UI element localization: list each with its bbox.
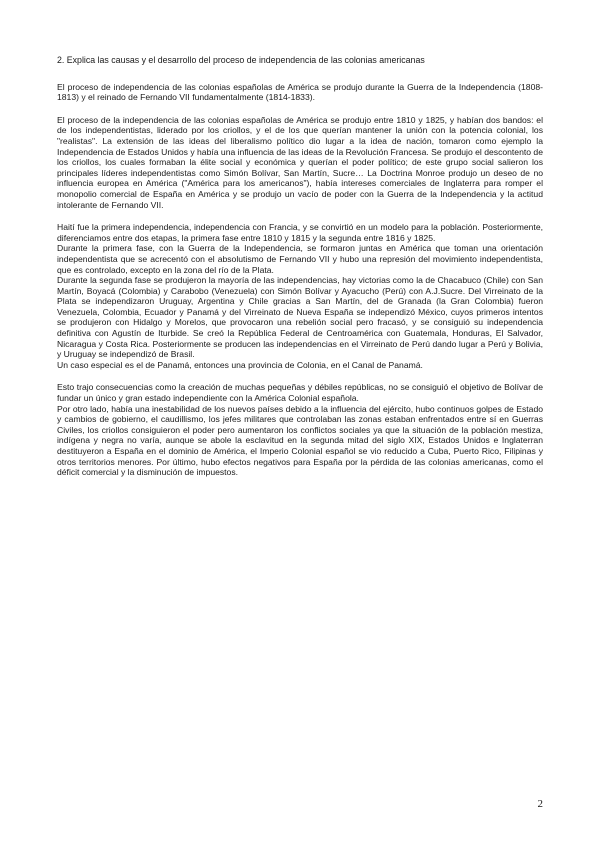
- section-consequences: [57, 382, 543, 477]
- paragraph: Haití fue la primera independencia, independencia con Francia, y se convirtió en un modelo para la población. Posteriormente, diferenciamos entre dos etapas, la primera fase entre 1810 y 1815 y la segunda entre 1816 y 1825.: [57, 222, 543, 243]
- page-number: 2: [537, 798, 543, 810]
- question-heading: 2. Explica las causas y el desarrollo del proceso de independencia de las colonias americanas: [57, 55, 425, 65]
- section-development: [57, 222, 543, 370]
- paragraph: Por otro lado, había una inestabilidad de los nuevos países debido a la influencia del ejército, hubo continuos golpes de Estado y cambios de gobierno, el caudillismo, los jefes militares que controlaban las zonas estaban enfrentados entre sí en Guerras Civiles, los criollos consiguieron el poder pero aumentaron los conflictos sociales ya que la situación de la población mestiza, indígena y negra no varía, aunque se abole la esclavitud en la segunda mitad del siglo XIX, Estados Unidos e Inglaterran destituyeron a España en el dominio de América, el Imperio Colonial español se vio reducido a Cuba, Puerto Rico, Filipinas y otros territorios menores. Por último, hubo efectos negativos para España por la pérdida de las colonias americanas, como el déficit comercial y la disminución de impuestos.: [57, 403, 543, 478]
- paragraph: El proceso de la independencia de las colonias españolas de América se produjo entre 1810 y 1825, y habían dos bandos: el de los independentistas, liderado por los criollos, y el de los que querían mantener la unión con la potencia colonial, los "realistas". La extensión de las ideas del liberalismo político dio lugar a la idea de nación, tomaron como ejemplo la Independencia de Estados Unidos y había una influencia de las ideas de la Revolución Francesa. Se produjo el descontento de los criollos, los cuales formaban la élite social y económica y querían el poder político; de este grupo social salieron los principales líderes independentistas como Simón Bolívar, San Martín, Sucre… La Doctrina Monroe produjo un deseo de no influencia europea en América ("América para los americanos"), había intereses comerciales de Inglaterra para romper el monopolio comercial de España en América y se produjo un vacío de poder con la Guerra de la Independencia y la actitud intolerante de Fernando VII.: [57, 114, 543, 210]
- paragraph: El proceso de independencia de las colonias españolas de América se produjo durante la Guerra de la Independencia (1808-1813) y el reinado de Fernando VII fundamentalmente (1814-1833).: [57, 81, 543, 103]
- section-intro: [57, 82, 543, 103]
- document-page: [57, 55, 543, 490]
- paragraph: Durante la segunda fase se produjeron la mayoría de las independencias, hay victorias como la de Chacabuco (Chile) con San Martín, Boyacá (Colombia) y Carabobo (Venezuela) con Simón Bolívar y Ayacucho (Perú) con A.J.Sucre. Del Virreinato de la Plata se independizaron Uruguay, Argentina y Chile gracias a San Martín, del de Granada (la Gran Colombia) fueron Venezuela, Colombia, Ecuador y Panamá y del Virreinato de Nueva España se independizó México, cuyos primeros intentos se produjeron con Hidalgo y Morelos, que provocaron una rebelión social pero fracasó, y se consiguió su independencia definitiva con Agustín de Iturbide. Se creó la República Federal de Centroamérica con Guatemala, Honduras, El Salvador, Nicaragua y Costa Rica. Posteriormente se producen las independencias en el Virreinato de Perú dando lugar a Perú y Bolivia, y Uruguay se independizó de Brasil.: [57, 275, 543, 360]
- paragraph: Durante la primera fase, con la Guerra de la Independencia, se formaron juntas en América que toman una orientación independentista que se acrecentó con el absolutismo de Fernando VII y hubo una represión del movimiento independentista, que es controlado, excepto en la zona del río de la Plata.: [57, 243, 543, 275]
- paragraph: Esto trajo consecuencias como la creación de muchas pequeñas y débiles repúblicas, no se consiguió el objetivo de Bolívar de fundar un único y gran estado independiente con la América Colonial española.: [57, 382, 543, 404]
- section-causes: [57, 115, 543, 210]
- paragraph: Un caso especial es el de Panamá, entonces una provincia de Colonia, en el Canal de Panamá.: [57, 359, 423, 370]
